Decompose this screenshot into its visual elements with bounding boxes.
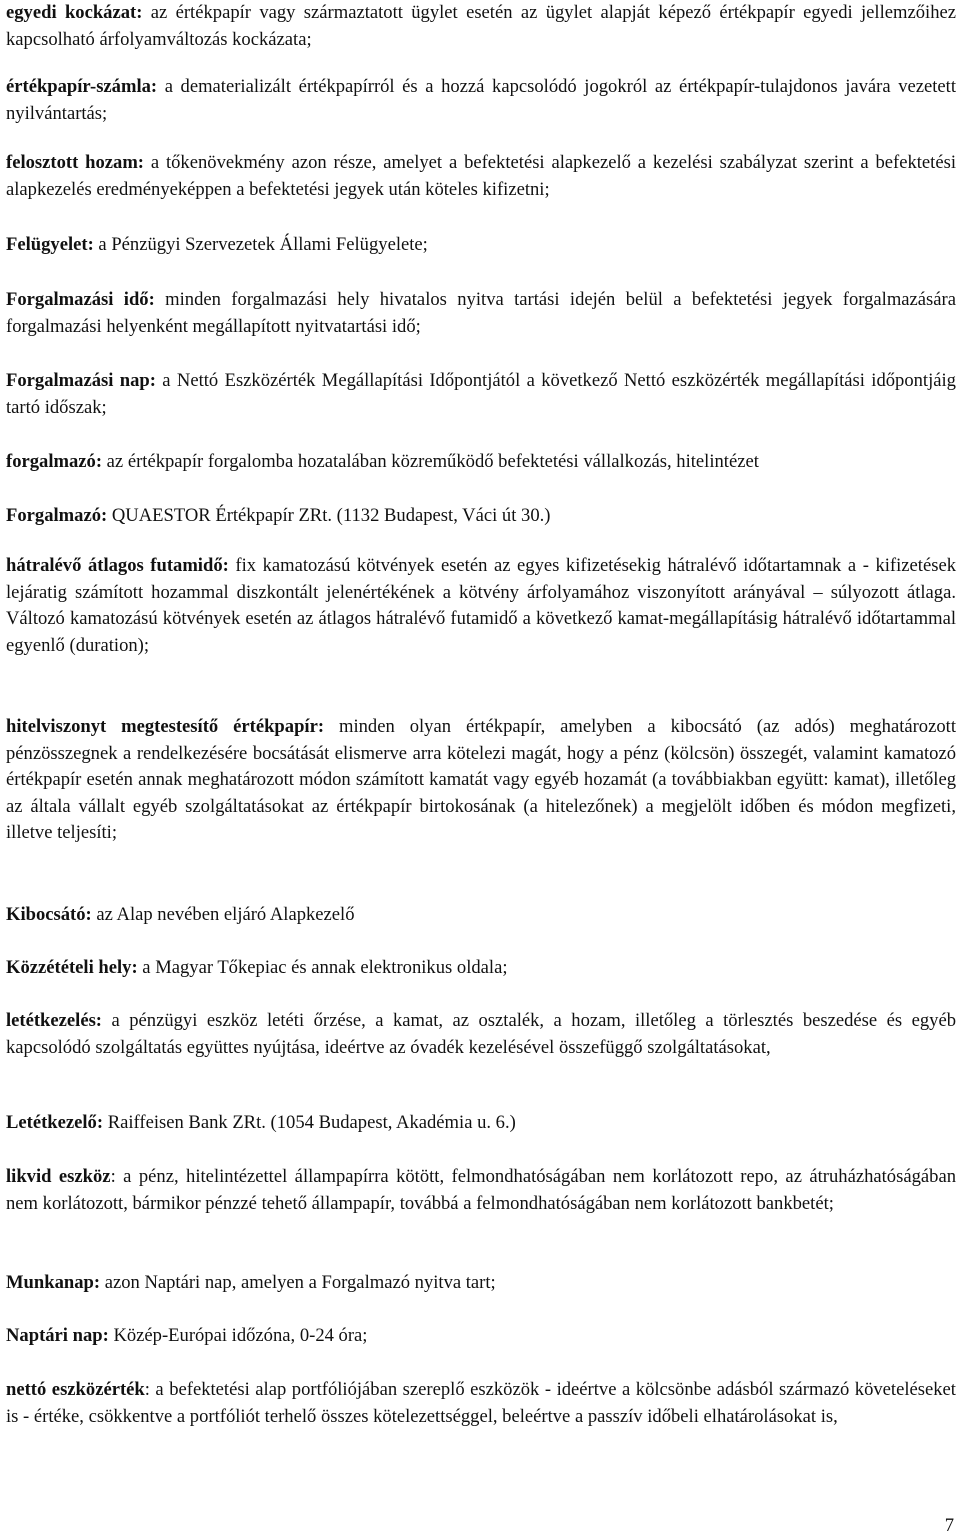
definition-munkanap — [6, 1270, 956, 1297]
definition-forgalmazasi-nap — [6, 368, 956, 421]
definition-felosztott-hozam — [6, 150, 956, 203]
definition-likvid-eszkoz — [6, 1164, 956, 1217]
definition-naptari-nap — [6, 1323, 956, 1350]
definition-text: a Pénzügyi Szervezetek Állami Felügyelete; — [93, 234, 428, 255]
term: hitelviszonyt megtestesítő értékpapír: — [6, 716, 325, 737]
term: Munkanap: — [6, 1272, 101, 1293]
definition-text: minden forgalmazási hely hivatalos nyitva tartási idején belül a befektetési jegyek forgalmazására forgalmazási helyenként megállapított nyitvatartási idő; — [6, 289, 956, 337]
term: Közzétételi hely: — [6, 957, 138, 978]
definition-kibocsato — [6, 902, 956, 929]
definition-egyedi-kockazat — [6, 0, 956, 53]
term: hátralévő átlagos futamidő: — [6, 555, 229, 576]
definition-letetkezeles — [6, 1008, 956, 1061]
term: értékpapír-számla: — [6, 76, 158, 97]
term: Felügyelet: — [6, 234, 94, 255]
definition-hitelviszonyt-megtestesito-ertekpapir — [6, 714, 956, 847]
definition-felugyelet — [6, 232, 956, 259]
definition-text: a pénzügyi eszköz letéti őrzése, a kamat, az osztalék, a hozam, illetőleg a törlesztés beszedése és egyéb kapcsolódó szolgáltatás együttes nyújtása, ideértve az óvadék kezelésével összefüggő szolgáltatásokat, — [6, 1010, 956, 1058]
term: egyedi kockázat: — [6, 2, 143, 23]
term: nettó eszközérték — [6, 1379, 145, 1400]
term: Forgalmazási nap: — [6, 370, 156, 391]
definition-text: QUAESTOR Értékpapír ZRt. (1132 Budapest, Váci út 30.) — [107, 505, 551, 526]
definition-text: Raiffeisen Bank ZRt. (1054 Budapest, Akadémia u. 6.) — [103, 1112, 516, 1133]
page-number: 7 — [944, 1515, 954, 1536]
definition-text: az értékpapír forgalomba hozatalában közreműködő befektetési vállalkozás, hitelintézet — [102, 451, 759, 472]
definition-text: a Magyar Tőkepiac és annak elektronikus oldala; — [137, 957, 508, 978]
term: Forgalmazási idő: — [6, 289, 155, 310]
definition-forgalmazo — [6, 449, 956, 476]
definition-text: a dematerializált értékpapírról és a hozzá kapcsolódó jogokról az értékpapír-tulajdonos javára vezetett nyilvántartás; — [6, 76, 956, 124]
definition-text: a Nettó Eszközérték Megállapítási Időpontjától a következő Nettó eszközérték megállapítási időpontjáig tartó időszak; — [6, 370, 956, 418]
definition-text: a tőkenövekmény azon része, amelyet a befektetési alapkezelő a kezelési szabályzat szerint a befektetési alapkezelés eredményeképpen a befektetési jegyek után köteles kifizetni; — [6, 152, 956, 200]
definition-netto-eszkozertek — [6, 1377, 956, 1430]
definition-letetkezelo — [6, 1110, 956, 1137]
definition-hatralevo-atlagos-futamido — [6, 553, 956, 659]
term: Letétkezelő: — [6, 1112, 104, 1133]
term: likvid eszköz — [6, 1166, 111, 1187]
term: Naptári nap: — [6, 1325, 109, 1346]
term: Forgalmazó: — [6, 505, 108, 526]
definition-text: az értékpapír vagy származtatott ügylet esetén az ügylet alapját képező értékpapír egyedi jellemzőihez kapcsolható árfolyamváltozás kockázata; — [6, 2, 957, 50]
definition-text: fix kamatozású kötvények esetén az egyes kifizetésekig hátralévő időtartamnak a - kifizetések lejáratig számított hozammal diszkontált jelenértékének a kötvény árfolyamához viszonyított arányával – súlyozott átlaga. Változó kamatozású kötvények esetén az átlagos hátralévő futamidő a következő kamat-megállapításig hátralévő időtartammal egyenlő (duration); — [6, 555, 956, 656]
term: forgalmazó: — [6, 451, 103, 472]
definition-text: Közép-Európai időzóna, 0-24 óra; — [108, 1325, 368, 1346]
definition-text: minden olyan értékpapír, amelyben a kibocsátó (az adós) meghatározott pénzösszegnek a rendelkezésére bocsátását elismerve arra kötelezi magát, hogy a pénz (kölcsön) összegét, valamint kamatozó értékpapír esetén annak meghatározott módon számított kamatát vagy egyéb hozamát (a továbbiakban együtt: kamat), illetőleg az általa vállalt egyéb szolgáltatásokat az értékpapír birtokosának (a hitelezőnek) a megjelölt időben és módon megfizeti, illetve teljesíti; — [6, 716, 956, 844]
definition-text: : a pénz, hitelintézettel állampapírra kötött, felmondhatóságában nem korlátozott repo, az átruházhatóságában nem korlátozott, bármikor pénzzé tehető állampapír, továbbá a felmondhatóságában nem korlátozott bankbetét; — [6, 1166, 956, 1214]
definition-ertekpapir-szamla — [6, 74, 956, 127]
definition-text: azon Naptári nap, amelyen a Forgalmazó nyitva tart; — [100, 1272, 496, 1293]
term: Kibocsátó: — [6, 904, 92, 925]
term: felosztott hozam: — [6, 152, 144, 173]
definition-forgalmazo-name — [6, 503, 956, 530]
term: letétkezelés: — [6, 1010, 103, 1031]
definition-forgalmazasi-ido — [6, 287, 956, 340]
definition-text: : a befektetési alap portfóliójában szereplő eszközök - ideértve a kölcsönbe adásból származó követeléseket is - értéke, csökkentve a portfóliót terhelő összes kötelezettséggel, beleértve a passzív időbeli elhatárolásokat is, — [6, 1379, 956, 1427]
definition-text: az Alap nevében eljáró Alapkezelő — [91, 904, 355, 925]
definition-kozzeteteli-hely — [6, 955, 956, 982]
